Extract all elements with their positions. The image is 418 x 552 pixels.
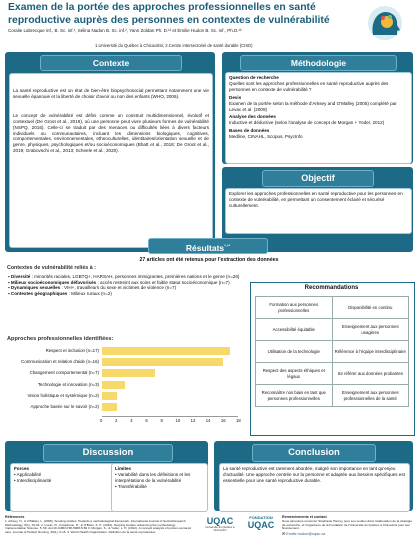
x-tick-label: 0 [100, 418, 103, 424]
forces-label: Forces [14, 466, 30, 471]
approaches-bar-chart [4, 345, 244, 435]
contexte-p1: La santé reproductive est un état de bien-être biopsychosocial permettant notamment une vie sexuelle épanouie et la liberté de choisir d'avoir ou non des enfants (WHO, 2006). [13, 88, 209, 99]
x-axis [102, 416, 238, 417]
authors: Coralie Labrecque inf., B. Sc. inf.¹, Sélina Nadon B. Sc. inf.², Yann Zoldan Ph. D.¹² et Émilie Hudon B. Sc. inf., Ph.D.¹² [8, 28, 242, 33]
recommandation-cell: Disponibilité en continu [332, 297, 409, 319]
recommandation-cell: Enseignement aux personnes usagères [332, 319, 409, 341]
recommandations-heading: Recommandations [304, 285, 359, 291]
objectif-text: Explorer les approches professionnelles en santé reproductive pour les personnes en contexte de vulnérabilité, en permettant un consentement éclairé et sécurisé culturellement. [229, 191, 403, 208]
x-tick-label: 12 [190, 418, 196, 424]
uqac-wordmark: UQAC [206, 516, 234, 526]
x-tick-label: 14 [205, 418, 211, 424]
methodologie-body [225, 72, 412, 164]
analyse-text: Inductive et déductive (selon l'analyse de concept de Morgan + Yoder, 2012) [229, 120, 385, 126]
conclusion-body [219, 463, 410, 512]
bar [102, 381, 125, 389]
bar-label: Vision holistique et systémique (n=2) [27, 392, 99, 398]
x-tick-label: 18 [236, 418, 241, 424]
objectif-body [225, 188, 412, 234]
ctx-item: ▪ Contextes géographiques : Milieux ruraux (n=2) [8, 291, 112, 297]
conclusion-heading: Conclusion [252, 444, 376, 462]
resultats-heading-text: Résultats [185, 242, 225, 253]
resultats-subtitle: 27 articles ont été retenus pour l'extraction des données [139, 257, 279, 263]
recommandation-row [256, 385, 409, 407]
bar [102, 369, 155, 377]
limites-item: • Variabilité dans les définitions et les interprétations de la vulnérabilité [115, 471, 191, 483]
poster-title: Examen de la portée des approches professionnelles en santé reproductive auprès des personnes en contextes de vulnérabilité [8, 2, 330, 26]
limites-label: Limites [115, 466, 132, 471]
bases-label: Bases de données [229, 128, 270, 134]
recommandation-cell: Enseignement aux personnes professionnelles de la santé [332, 385, 409, 407]
devis-text: Examen de la portée selon la méthode d'Arksey and O'Malley (2005) complété par Levac et al. (2009) [229, 100, 397, 112]
bases-text: Medline, CINAHL, Scopus, PsycInfo [229, 134, 303, 140]
bar [102, 347, 230, 355]
bar-label: Changement comportemental (n=7) [29, 370, 99, 376]
ctx-heading: Contextes de vulnérabilité reliés à : [7, 265, 96, 271]
x-tick-label: 8 [160, 418, 163, 424]
resultats-sup: *-** [224, 243, 231, 248]
x-tick-label: 4 [130, 418, 133, 424]
forces-item: • Interdisciplinarité [14, 477, 52, 483]
affiliations: 1.Université du Québec à Chicoutimi; 2.Centre intersectoriel de santé durable (CISD) [95, 43, 253, 48]
forces-item: • Applicabilité [14, 471, 42, 477]
contexte-heading: Contexte [40, 55, 182, 71]
recommandations-table [255, 296, 409, 407]
limites-box [111, 463, 208, 512]
ctx-item: ▪ Milieux socioéconomiques défavorisés : accès restreint aux soins et faible statut socioéconomique (n=7) [8, 279, 230, 285]
contact-line [282, 533, 412, 537]
limites-item: • Transférabilité [115, 483, 147, 489]
head-illustration [357, 3, 413, 43]
bar-label: Approche basée sur le savoir (n=2) [30, 404, 99, 409]
recommandation-cell: Utilisation de la technologie [256, 341, 333, 363]
references [5, 516, 195, 535]
bar-label: Respect et inclusion (n=17) [45, 348, 99, 353]
recommandation-row [256, 297, 409, 319]
email-icon: ✉ [282, 532, 286, 537]
bar-label: Technologie et innovation (n=3) [37, 381, 99, 387]
rq-label: Question de recherche [229, 75, 279, 80]
recommandation-cell: Accessibilité équitable [256, 319, 333, 341]
uqac-logo [200, 516, 240, 533]
forces-box [10, 463, 115, 512]
bar [102, 392, 117, 400]
recommandation-cell: Se référer aux données probantes [332, 363, 409, 385]
contexte-body [9, 73, 213, 248]
x-tick-label: 16 [220, 418, 226, 424]
recommandation-cell: Référence à l'équipe interdisciplinaire [332, 341, 409, 363]
devis-label: Devis [229, 94, 242, 100]
x-tick-label: 6 [145, 418, 148, 424]
recommandation-row [256, 363, 409, 385]
contact-email[interactable]: Emilie.hudon@uqac.ca [286, 532, 326, 537]
thanks-label: Remerciements et contact [282, 515, 327, 519]
fondation-label: FONDATION [249, 515, 273, 520]
bar-label: Communication et relation d'aide (n=16) [21, 359, 99, 365]
x-tick-label: 2 [115, 418, 118, 424]
x-tick-label: 10 [175, 418, 181, 424]
fondation-uqac: UQAC [247, 520, 275, 530]
chart-heading: Approches professionnelles identifiées: [7, 336, 114, 342]
recommandation-row [256, 319, 409, 341]
discussion-heading: Discussion [43, 444, 173, 462]
ctx-item: ▪ Diversité : minorités raciales, LGBTQ+, HARSAH, personnes immigrantes, premières nations et le genre (n=26) [8, 274, 240, 279]
recommandation-cell: Respect des aspects éthiques et légaux [256, 363, 333, 385]
bar [102, 403, 117, 411]
contexte-p2: Le concept de vulnérabilité est défini comme un construit multidimensionnel, évolutif et contextuel (De Groot et al., 2019), où une personne peut vivre plusieurs formes de vulnérabilité (NSPQ, 2016). Celle-ci se traduit par des menaces ou difficultés liées à divers facteurs individuels ou communautaires, incluant les dimensions biologiques, cognitives, comportementales, environnementales, ethnoculturelles, identitaires/orientation sexuelle et de genre, physiques, psychologiques et/ou socioéconomiques (Bhatt et al., 2018; De Groot et al., 2019; Grabovschi et al., 2013; Scheele et al., 2020). [13, 112, 209, 154]
methodologie-heading: Méthodologie [240, 55, 397, 71]
resultats-heading [148, 238, 268, 254]
recommandation-row [256, 341, 409, 363]
thanks-text: Nous aimerions remercier Stéphanie Harvey pour son soutien dans l'élaboration de la stratégie de recherche, et l'organisme de la Fondation de l'Université du Québec à Chicoutimi pour leur financement. [282, 518, 412, 531]
ctx-list [8, 274, 243, 297]
refs-label: Références [5, 515, 25, 519]
thanks-section [282, 516, 412, 537]
fondation-logo [244, 515, 278, 530]
recommandation-cell: Formation aux personnes professionnelles [256, 297, 333, 319]
conclusion-text: La santé reproductive est rarement abordée, malgré son importance en tant qu'enjeu d'actualité. Une approche centrée sur la personne et adaptée aux besoins spécifiques est essentielle pour une santé reproductive durable. [223, 466, 405, 483]
uqac-subtitle: Université du Québec à Chicoutimi [205, 525, 235, 533]
refs-text: 1. Arksey, H., & O'Malley, L. (2005). Scoping studies: Towards a methodological framework. International Journal of Social Research Methodology, 8(1), 19-32. 2. Levac, D., Colquhoun, H., & O'Brien, K. K. (2010). Scoping studies: advancing the methodology. Implementation Science, 5, 69. doi:10.1186/1748-5908-5-69 3. Morgan, S., & Yoder, L. H. (2012). A concept analysis of person-centered care. Journal of Holistic Nursing, 30(1), 6-15. 4. World Health Organization. Définition de la santé reproductive. [5, 518, 192, 535]
ctx-item: ▪ Dynamiques sexuelles : VIH+, travailleurs du sexe et victimes de violence (n=7) [8, 285, 177, 291]
rq-text: Quelles sont les approches professionnelles en santé reproductive auprès des personnes en contexte de vulnérabilité ? [229, 80, 389, 92]
recommandation-cell: Reconnaître nos biais en tant que personnes professionnelles [256, 385, 333, 407]
objectif-heading: Objectif [262, 170, 374, 187]
bar [102, 358, 223, 366]
analyse-label: Analyse des données [229, 114, 276, 120]
